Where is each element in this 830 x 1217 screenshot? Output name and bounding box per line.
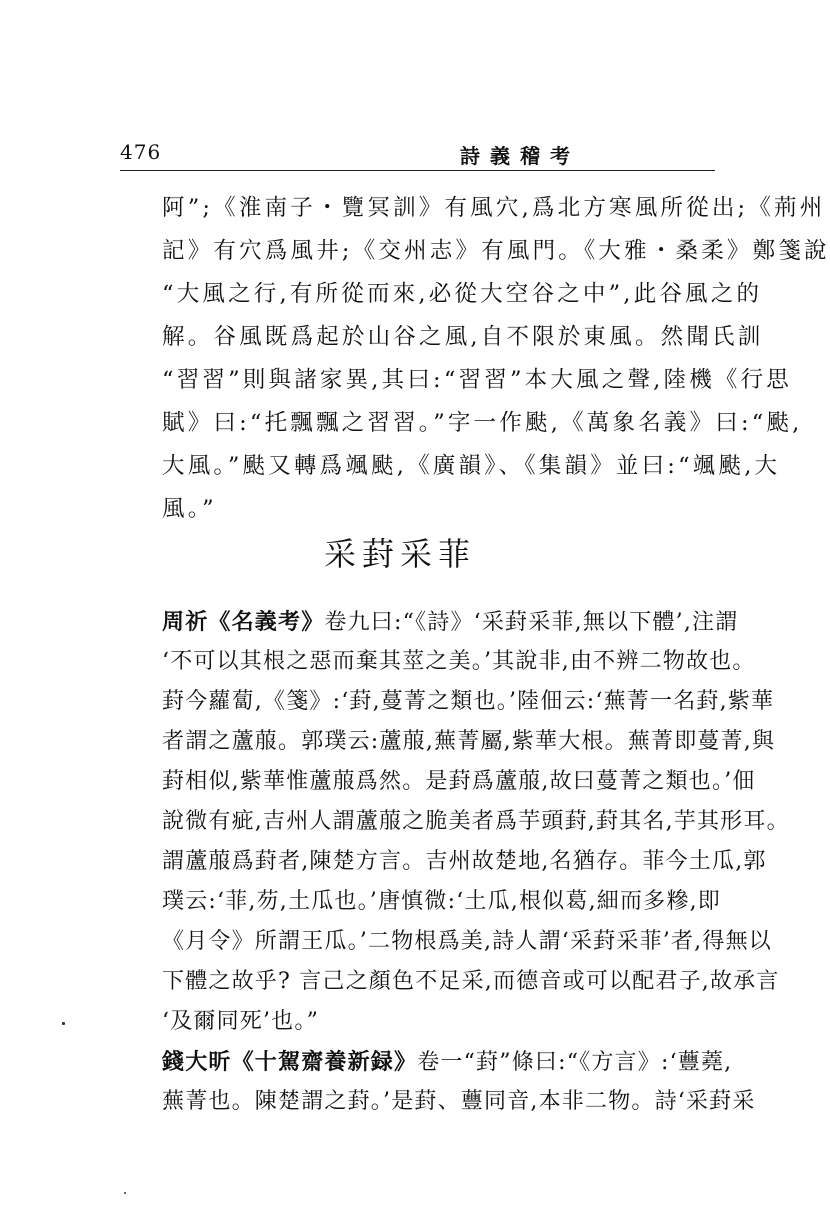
text-line: 記》有穴爲風井;《交州志》有風門。《大雅・桑柔》鄭箋說: [162, 238, 830, 264]
section-title: 采葑采菲: [323, 535, 476, 573]
cited-author: 錢大昕《十駕齋養新録》: [162, 1049, 418, 1075]
page-header: [120, 140, 715, 170]
text-line: 阿”;《淮南子・覽冥訓》有風穴,爲北方寒風所從出;《荊州: [162, 195, 826, 221]
text-line: 《月令》所謂王瓜。’二物根爲美,詩人謂‘采葑采菲’者,得無以: [162, 929, 772, 954]
text-line: 大風。”颫又轉爲颯颫,《廣韻》、《集韻》並曰:“颯颫,大: [162, 453, 781, 479]
text-line: 說微有疵,吉州人謂蘆菔之脆美者爲芋頭葑,葑其名,芋其形耳。: [162, 809, 790, 834]
text-line: 璞云:‘菲,芴,土瓜也。’唐慎微:‘土瓜,根似葛,細而多糝,即: [162, 889, 721, 914]
text-line: 賦》曰:“托飄飄之習習。”字一作颫,《萬象名義》曰:“颫,: [162, 410, 803, 436]
text-line: ‘及爾同死’也。”: [162, 1009, 320, 1034]
text-line: “習習”則與諸家異,其曰:“習習”本大風之聲,陸機《行思: [162, 367, 792, 393]
text-line: ‘不可以其根之惡而棄其莖之美。’其說非,由不辨二物故也。: [162, 649, 756, 674]
text-line: 風。”: [162, 496, 217, 522]
text-line: [162, 1040, 733, 1084]
scan-speck: [124, 1192, 126, 1194]
text-run: 卷九曰:“《詩》‘采葑采菲,無以下體’,注謂: [324, 610, 739, 635]
text-line: 下體之故乎? 言己之顏色不足采,而德音或可以配君子,故承言: [162, 969, 780, 994]
running-title: 詩義稽考: [460, 144, 580, 168]
text-line: 葑相似,紫華惟蘆菔爲然。是葑爲蘆菔,故曰蔓菁之類也。’佃: [162, 769, 756, 794]
header-rule: [120, 170, 715, 171]
text-line: 謂蘆菔爲葑者,陳楚方言。吉州故楚地,名猶存。菲今土瓜,郭: [162, 849, 767, 874]
page-number: 476: [120, 140, 162, 164]
cited-author: 周祈《名義考》: [162, 609, 325, 635]
text-line: “大風之行,有所從而來,必從大空谷之中”,此谷風之的: [162, 281, 763, 307]
text-line: 蕪菁也。陳楚謂之葑。’是葑、蘴同音,本非二物。詩‘采葑采: [162, 1089, 756, 1114]
text-run: 卷一“葑”條曰:“《方言》:‘蘴蕘,: [417, 1050, 733, 1075]
text-line: 葑今蘿蔔,《箋》:‘葑,蔓菁之類也。’陸佃云:‘蕪菁一名葑,紫華: [162, 689, 775, 714]
scan-speck: [62, 1022, 65, 1025]
text-line: 者謂之蘆菔。郭璞云:蘆菔,蕪菁屬,紫華大根。蕪菁即蔓菁,與: [162, 729, 776, 754]
text-line: 解。谷風既爲起於山谷之風,自不限於東風。然聞氏訓: [162, 324, 764, 350]
text-line: [162, 600, 739, 644]
